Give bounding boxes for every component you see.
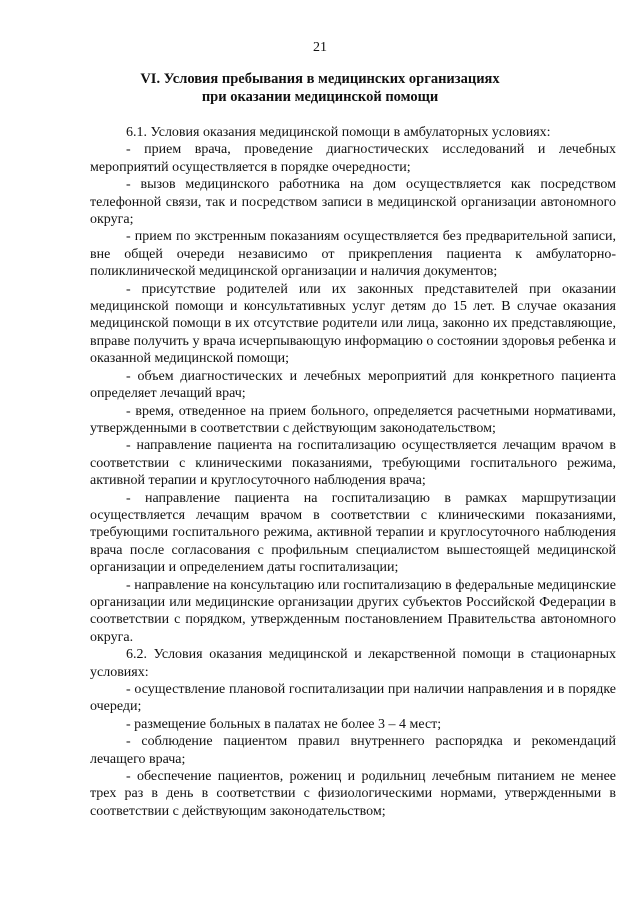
paragraph: - направление пациента на госпитализацию осуществляется лечащим врачом в соответствии с клиническими показаниями, требующими госпитального режима, активной терапии и круглосуточного наблюдения врача; — [90, 438, 616, 489]
section-heading-line-2: при оказании медицинской помощи — [201, 89, 439, 105]
page-number: 21 — [313, 40, 327, 55]
paragraph: - осуществление плановой госпитализации при наличии направления и в порядке очереди; — [90, 682, 616, 715]
paragraph: - направление на консультацию или госпитализацию в федеральные медицинские организации или медицинские организации других субъектов Российской Федерации в соответствии с порядком, утвержденным постановлением Правительства автономного округа. — [90, 577, 616, 645]
paragraph: - обеспечение пациентов, рожениц и родильниц лечебным питанием не менее трех раз в день в соответствии с физиологическими нормами, утвержденными в соответствии с действующим законодательством; — [90, 769, 616, 819]
section-heading-line-1: VI. Условия пребывания в медицинских организациях — [140, 71, 500, 87]
paragraph: - соблюдение пациентом правил внутреннего распорядка и рекомендаций лечащего врача; — [90, 734, 616, 767]
paragraph: 6.2. Условия оказания медицинской и лекарственной помощи в стационарных условиях: — [90, 647, 616, 680]
document-body — [90, 124, 616, 820]
paragraph: - прием врача, проведение диагностических исследований и лечебных мероприятий осуществляется в порядке очередности; — [90, 142, 616, 175]
paragraph: - объем диагностических и лечебных мероприятий для конкретного пациента определяет лечащий врач; — [90, 368, 616, 402]
paragraph: 6.1. Условия оказания медицинской помощи в амбулаторных условиях: — [126, 125, 551, 140]
section-heading — [0, 70, 640, 106]
paragraph: - размещение больных в палатах не более 3 – 4 мест; — [126, 716, 442, 732]
paragraph: - время, отведенное на прием больного, определяется расчетными нормативами, утвержденными в соответствии с действующим законодательством; — [90, 403, 616, 436]
paragraph: - прием по экстренным показаниям осуществляется без предварительной записи, вне общей очереди независимо от прикрепления пациента к амбулаторно-поликлинической медицинской организации и наличия документов; — [90, 229, 616, 280]
paragraph: - присутствие родителей или их законных представителей при оказании медицинской помощи и консультативных услуг детям до 15 лет. В случае оказания медицинской помощи в их отсутствие родители или лица, законно их представляющие, вправе получить у врача исчерпывающую информацию о состоянии здоровья ребенка и оказанной медицинской помощи; — [90, 281, 616, 367]
paragraph: - вызов медицинского работника на дом осуществляется как посредством телефонной связи, так и посредством записи в медицинской организации автономного округа; — [90, 177, 616, 228]
paragraph: - направление пациента на госпитализацию в рамках маршрутизации осуществляется лечащим врачом в соответствии с клиническими показаниями, требующими госпитального режима, активной терапии и круглосуточного наблюдения врача после согласования с профильным специалистом вышестоящей медицинской организации и определением даты госпитализации; — [90, 490, 616, 576]
